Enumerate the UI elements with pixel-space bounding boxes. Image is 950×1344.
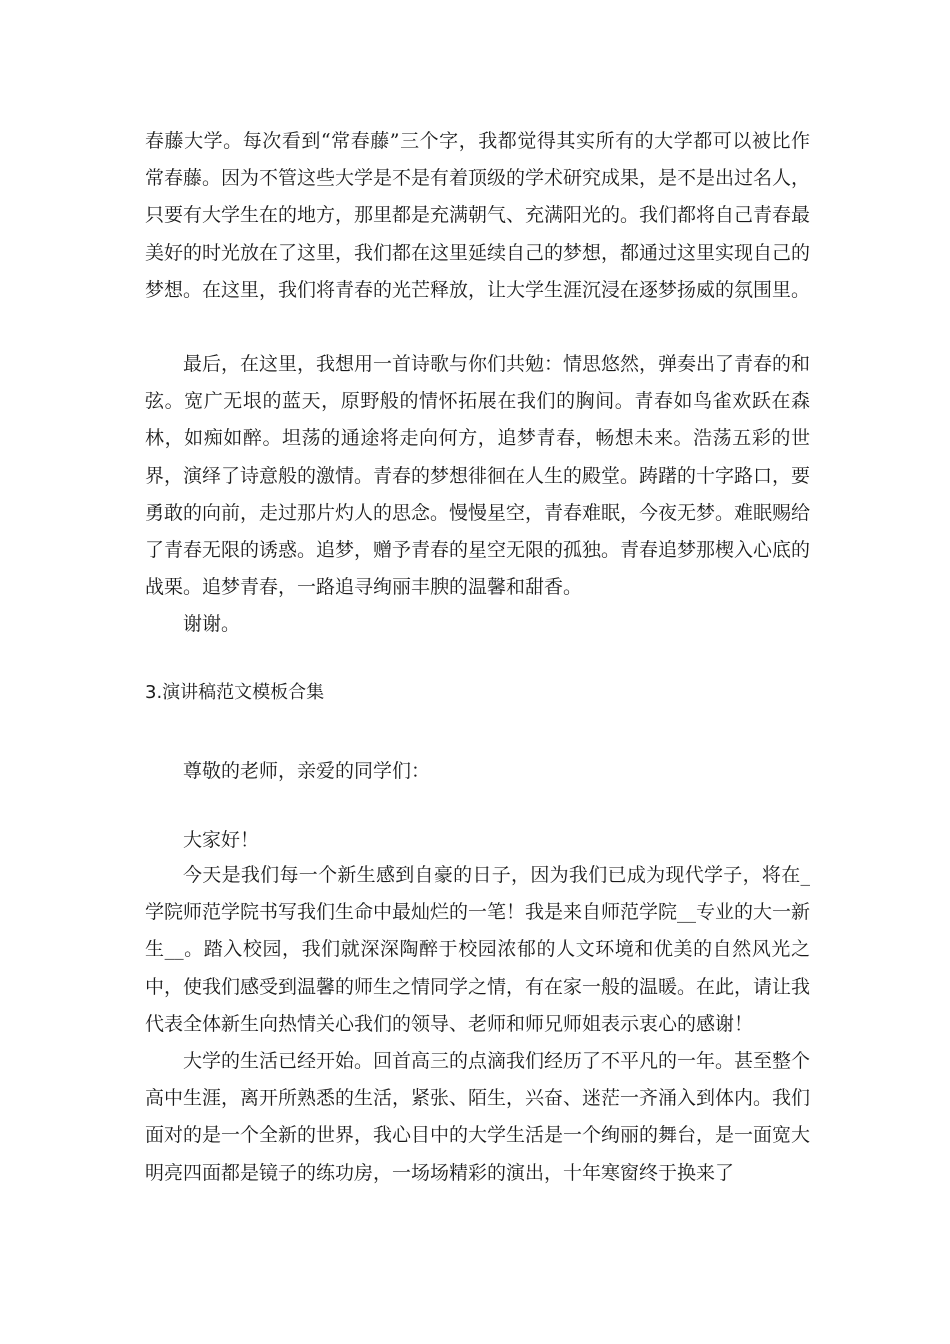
paragraph-university-life: 大学的生活已经开始。回首高三的点滴我们经历了不平凡的一年。甚至整个高中生涯，离开所熟悉的生活，紧张、陌生，兴奋、迷茫一齐涌入到体内。我们面对的是一个全新的世界，我心目中的大学生活是一个绚丽的舞台，是一面宽大明亮四面都是镜子的练功房，一场场精彩的演出，十年寒窗终于换来了 (145, 1050, 811, 1184)
paragraph-thanks: 谢谢。 (183, 613, 241, 635)
section-heading: 3.演讲稿范文模板合集 (145, 682, 325, 703)
paragraph-closing-poem: 最后，在这里，我想用一首诗歌与你们共勉：情思悠然，弹奏出了青春的和弦。宽广无垠的蓝天，原野般的情怀拓展在我们的胸间。青春如鸟雀欢跃在森林，如痴如醉。坦荡的通途将走向何方，追梦青春，畅想未来。浩荡五彩的世界，演绎了诗意般的激情。青春的梦想徘徊在人生的殿堂。踌躇的十字路口，要勇敢的向前，走过那片灼人的思念。慢慢星空，青春难眠，今夜无梦。难眠赐给了青春无限的诱惑。追梦，赠予青春的星空无限的孤独。青春追梦那楔入心底的战栗。追梦青春，一路追寻绚丽丰腴的温馨和甜香。 (145, 353, 811, 599)
greeting: 大家好！ (183, 829, 260, 851)
paragraph-ivy-league: 春藤大学。每次看到“常春藤”三个字，我都觉得其实所有的大学都可以被比作常春藤。因为不管这些大学是不是有着顶级的学术研究成果，是不是出过名人，只要有大学生在的地方，那里都是充满朝气、充满阳光的。我们都将自己青春最美好的时光放在了这里，我们都在这里延续自己的梦想，都通过这里实现自己的梦想。在这里，我们将青春的光芒释放，让大学生涯沉浸在逐梦扬威的氛围里。 (145, 130, 811, 301)
paragraph-new-students: 今天是我们每一个新生感到自豪的日子，因为我们已成为现代学子，将在_学院师范学院书写我们生命中最灿烂的一笔！我是来自师范学院__专业的大一新生__。踏入校园，我们就深深陶醉于校园浓郁的人文环境和优美的自然风光之中，使我们感受到温馨的师生之情同学之情，有在家一般的温暖。在此，请让我代表全体新生向热情关心我们的领导、老师和师兄师姐表示衷心的感谢！ (145, 864, 811, 1035)
salutation: 尊敬的老师，亲爱的同学们： (183, 760, 431, 782)
